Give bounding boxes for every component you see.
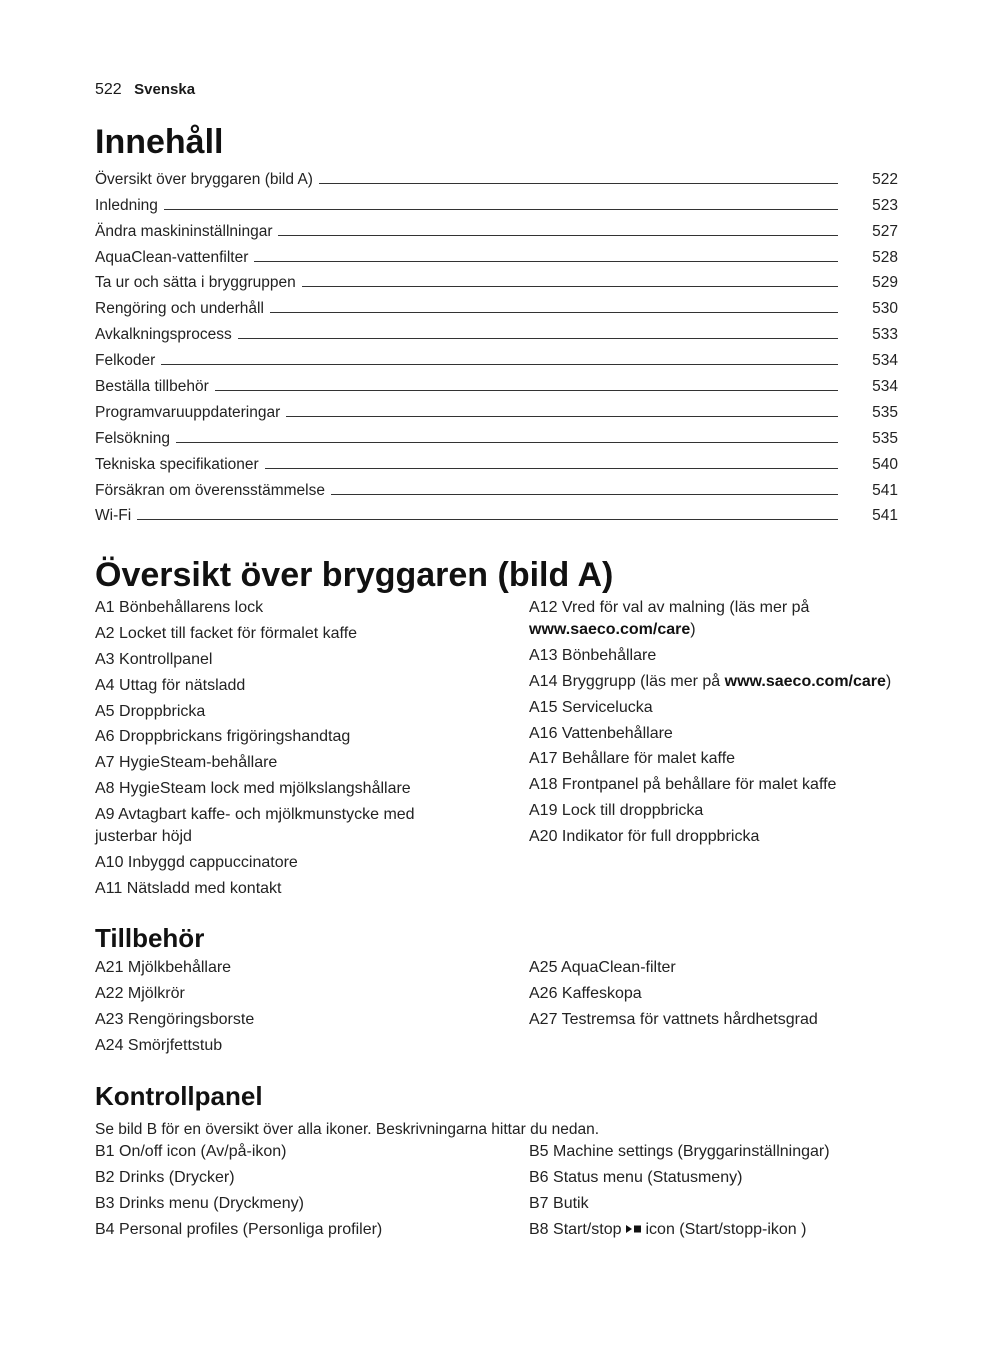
control-panel-heading: Kontrollpanel (95, 1081, 263, 1111)
toc-entry[interactable]: Felsökning 535 (95, 429, 898, 447)
table-of-contents (95, 163, 898, 525)
list-item: B6 Status menu (Statusmeny) (529, 1168, 743, 1186)
list-item: A10 Inbyggd cappuccinatore (95, 854, 298, 872)
control-panel-intro: Se bild B för en översikt över alla ikoner. Beskrivningarna hittar du nedan. (95, 1121, 600, 1138)
list-item: A9 Avtagbart kaffe- och mjölkmunstycke med justerbar höjd (95, 806, 415, 846)
list-item: B1 On/off icon (Av/på-ikon) (95, 1143, 287, 1160)
toc-heading: Innehåll (95, 123, 224, 161)
control-panel-right-column (529, 1141, 899, 1245)
list-item: A26 Kaffeskopa (529, 984, 642, 1002)
list-item: A4 Uttag för nätsladd (95, 676, 246, 694)
list-item: A17 Behållare för malet kaffe (529, 750, 736, 768)
language-label: Svenska (134, 81, 196, 98)
control-panel-left-column (95, 1141, 495, 1245)
list-item: A7 HygieSteam-behållare (95, 754, 278, 772)
overview-right-column (529, 597, 899, 852)
list-item: B3 Drinks menu (Dryckmeny) (95, 1194, 304, 1212)
list-item: B7 Butik (529, 1194, 589, 1212)
list-item: A18 Frontpanel på behållare för malet kaffe (529, 776, 837, 794)
list-item: A21 Mjölkbehållare (95, 959, 232, 976)
overview-left-column (95, 597, 495, 904)
list-item: A13 Bönbehållare (529, 646, 657, 664)
list-item: A5 Droppbricka (95, 702, 206, 720)
list-item: A8 HygieSteam lock med mjölkslangshållare (95, 780, 411, 798)
toc-entry[interactable]: Beställa tillbehör 534 (95, 378, 898, 396)
list-item: A16 Vattenbehållare (529, 724, 673, 742)
page-header (95, 80, 195, 100)
accessories-right-column (529, 957, 899, 1035)
accessories-heading: Tillbehör (95, 923, 205, 953)
list-item: B2 Drinks (Drycker) (95, 1168, 235, 1186)
list-item: A25 AquaClean-filter (529, 959, 676, 976)
toc-entry[interactable]: Ändra maskininställningar 527 (95, 222, 898, 240)
list-item: B4 Personal profiles (Personliga profiler) (95, 1220, 383, 1238)
toc-entry[interactable]: Tekniska specifikationer 540 (95, 455, 898, 473)
toc-entry[interactable]: Ta ur och sätta i bryggruppen 529 (95, 274, 898, 292)
care-link[interactable]: www.saeco.com/care (529, 621, 691, 638)
toc-entry[interactable]: Försäkran om överensstämmelse 541 (95, 481, 898, 499)
list-item: A23 Rengöringsborste (95, 1010, 255, 1028)
list-item: A20 Indikator för full droppbricka (529, 828, 760, 846)
accessories-left-column (95, 957, 495, 1061)
overview-heading: Översikt över bryggaren (bild A) (95, 556, 614, 594)
list-item: A12 Vred för val av malning (läs mer på www.saeco.com/care) (529, 599, 810, 638)
toc-entry[interactable]: Rengöring och underhåll 530 (95, 300, 898, 318)
list-item: A19 Lock till droppbricka (529, 802, 704, 820)
toc-entry[interactable]: Programvaruuppdateringar 535 (95, 403, 898, 421)
list-item: A11 Nätsladd med kontakt (95, 879, 282, 897)
toc-entry[interactable]: Felkoder 534 (95, 352, 898, 370)
list-item: B8 Start/stop icon (Start/stopp-ikon ) (529, 1219, 899, 1241)
page-number: 522 (95, 81, 122, 98)
toc-entry[interactable]: Wi-Fi 541 (95, 507, 898, 525)
toc-entry[interactable]: AquaClean-vattenfilter 528 (95, 248, 898, 266)
list-item: A27 Testremsa för vattnets hårdhetsgrad (529, 1010, 818, 1028)
toc-entry[interactable]: Inledning 523 (95, 196, 898, 214)
toc-entry[interactable]: Avkalkningsprocess 533 (95, 326, 898, 344)
list-item: A1 Bönbehållarens lock (95, 599, 264, 616)
toc-entry[interactable]: Översikt över bryggaren (bild A) 522 (95, 170, 898, 188)
care-link[interactable]: www.saeco.com/care (724, 672, 886, 690)
list-item: A14 Bryggrupp (läs mer på www.saeco.com/care) (529, 672, 892, 690)
list-item: A22 Mjölkrör (95, 984, 185, 1002)
list-item: A2 Locket till facket för förmalet kaffe (95, 624, 358, 642)
start-stop-icon (626, 1219, 642, 1241)
list-item: A6 Droppbrickans frigöringshandtag (95, 728, 351, 746)
list-item: A15 Servicelucka (529, 698, 653, 716)
list-item: B5 Machine settings (Bryggarinställningar) (529, 1143, 830, 1160)
list-item: A24 Smörjfettstub (95, 1036, 223, 1054)
list-item: A3 Kontrollpanel (95, 650, 213, 668)
